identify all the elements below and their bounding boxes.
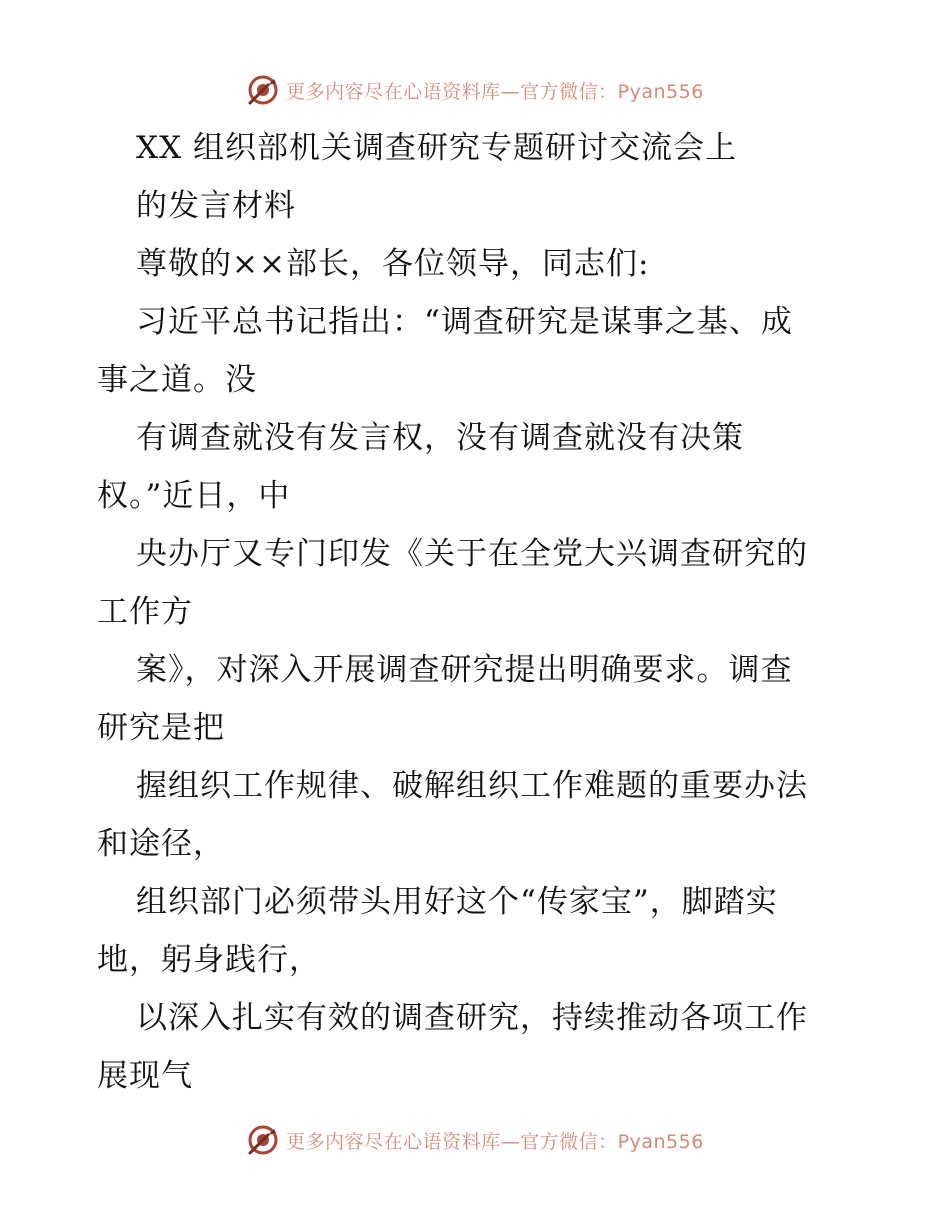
paragraph-line: 握组织工作规律、破解组织工作难题的重要办法 [136, 768, 808, 804]
document-title-line-2: 的发言材料 [136, 188, 296, 224]
document-title-line-1: XX 组织部机关调查研究专题研讨交流会上 [136, 130, 737, 166]
paragraph-line: 组织部门必须带头用好这个“传家宝”，脚踏实 [136, 884, 778, 920]
paragraph-line: 工作方 [97, 594, 193, 630]
paragraph-line: 权。”近日，中 [97, 478, 291, 514]
paragraph-line: 研究是把 [97, 710, 225, 746]
paragraph-line: 案》，对深入开展调查研究提出明确要求。调查 [136, 652, 793, 688]
paragraph-line: 展现气 [97, 1058, 193, 1094]
watermark-text: 更多内容尽在心语资料库—官方微信：Pyan556 [286, 80, 704, 103]
watermark-text: 更多内容尽在心语资料库—官方微信：Pyan556 [286, 1130, 704, 1153]
paragraph-line: 事之道。没 [97, 362, 257, 398]
footer-watermark-banner [0, 1120, 950, 1160]
paragraph-line: 和途径， [97, 826, 225, 862]
salutation: 尊敬的××部长，各位领导，同志们: [136, 246, 650, 282]
paragraph-line: 有调查就没有发言权，没有调查就没有决策 [136, 420, 744, 456]
seal-logo-icon [246, 73, 280, 107]
paragraph-line: 央办厅又专门印发《关于在全党大兴调查研究的 [136, 536, 808, 572]
paragraph-line: 以深入扎实有效的调查研究，持续推动各项工作 [136, 1000, 808, 1036]
header-watermark-banner [0, 70, 950, 110]
seal-logo-icon [246, 1123, 280, 1157]
paragraph-line: 地，躬身践行， [97, 942, 321, 978]
paragraph-line: 习近平总书记指出：“调查研究是谋事之基、成 [136, 304, 793, 340]
